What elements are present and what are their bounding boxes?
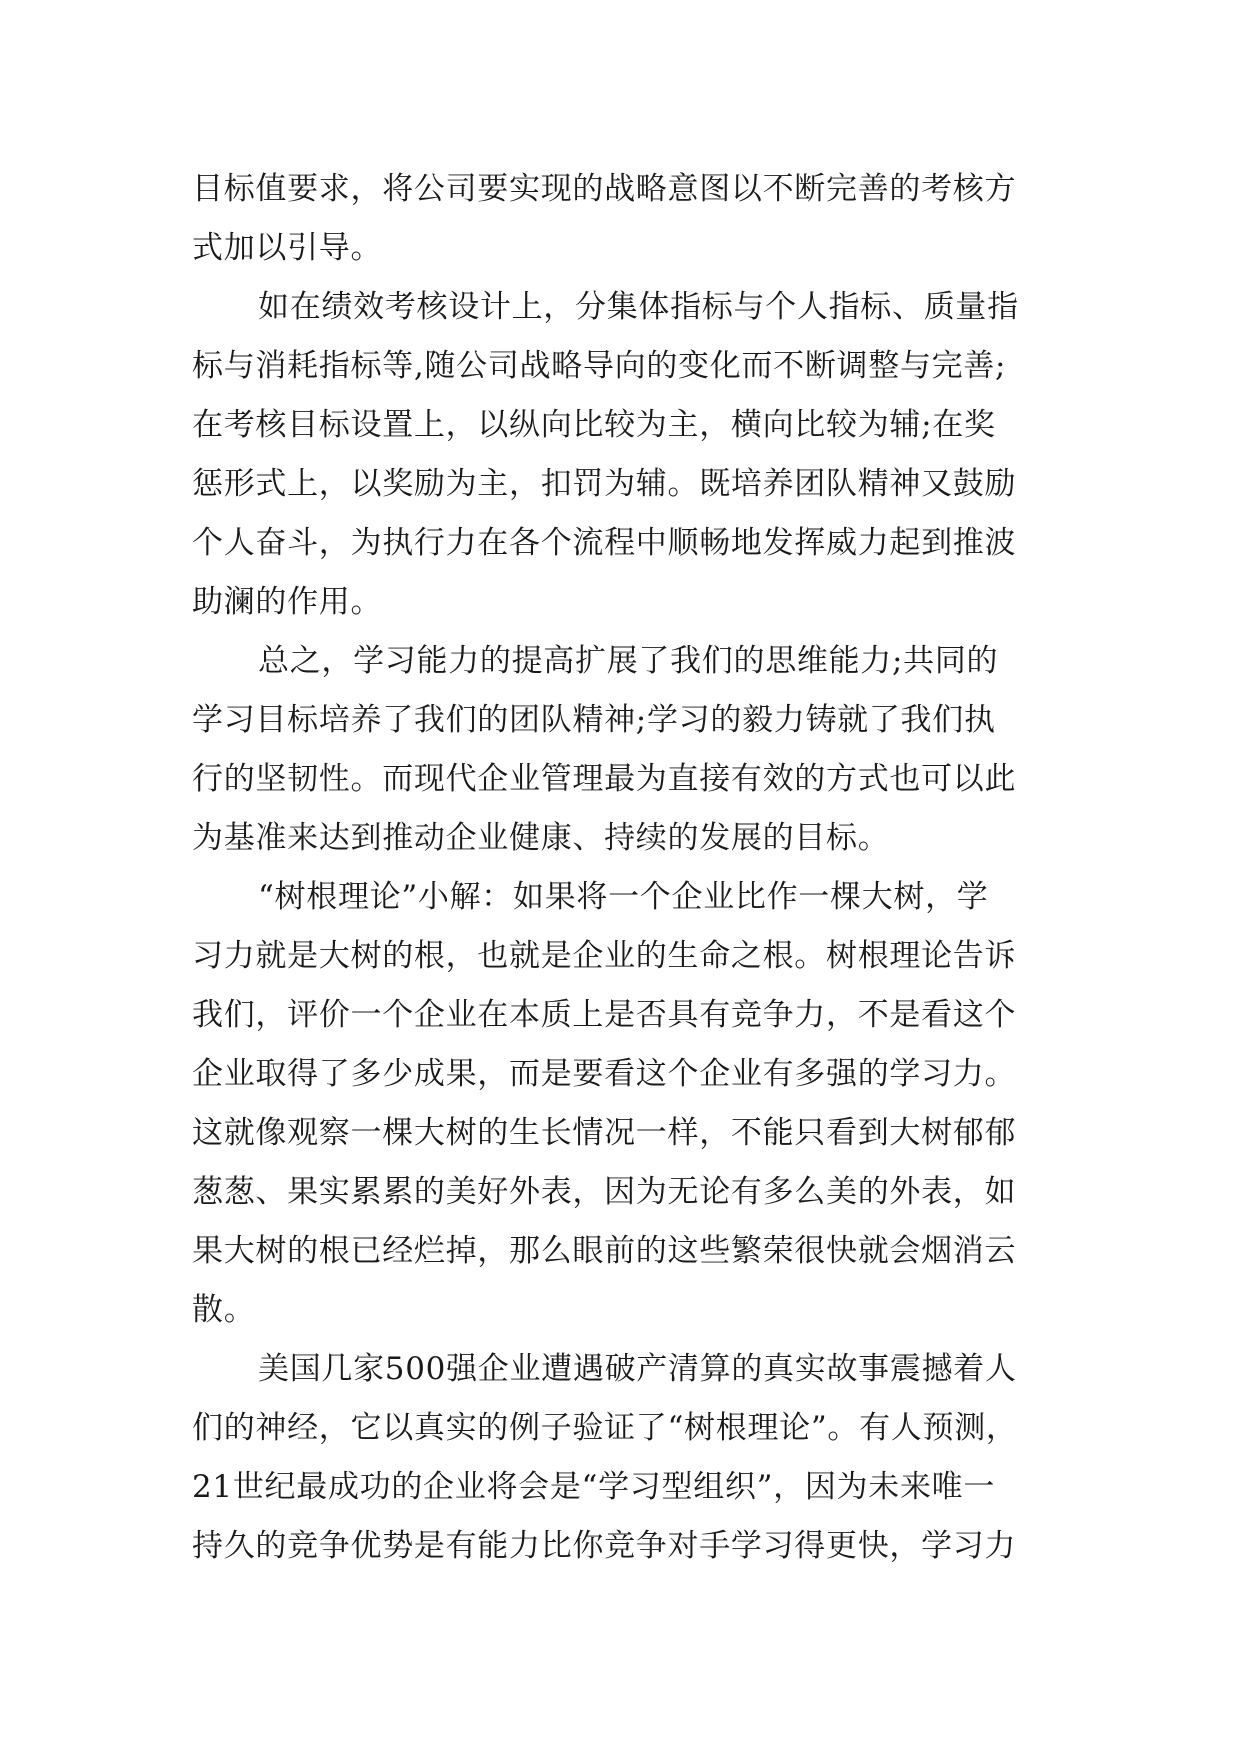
text-line: 企业取得了多少成果，而是要看这个企业有多强的学习力。 xyxy=(192,1056,1017,1092)
paragraph-4 xyxy=(192,868,1072,1340)
text-line: 这就像观察一棵大树的生长情况一样，不能只看到大树郁郁 xyxy=(192,1115,1017,1151)
text-line: 如在绩效考核设计上，分集体指标与个人指标、质量指 xyxy=(258,289,1019,325)
text-line: 助澜的作用。 xyxy=(192,584,383,620)
text-line: 美国几家500强企业遭遇破产清算的真实故事震撼着人 xyxy=(258,1351,1017,1387)
text-line: “树根理论”小解：如果将一个企业比作一棵大树，学 xyxy=(258,879,989,915)
text-line: 葱葱、果实累累的美好外表，因为无论有多么美的外表，如 xyxy=(192,1174,1017,1210)
text-line: 学习目标培养了我们的团队精神;学习的毅力铸就了我们执 xyxy=(192,702,996,738)
text-line: 总之，学习能力的提高扩展了我们的思维能力;共同的 xyxy=(258,643,999,679)
paragraph-2 xyxy=(192,278,1072,632)
text-line: 标与消耗指标等,随公司战略导向的变化而不断调整与完善; xyxy=(192,348,1007,384)
text-line: 个人奋斗，为执行力在各个流程中顺畅地发挥威力起到推波 xyxy=(192,525,1017,561)
text-line: 行的坚韧性。而现代企业管理最为直接有效的方式也可以此 xyxy=(192,761,1017,797)
text-line: 21世纪最成功的企业将会是“学习型组织”，因为未来唯一 xyxy=(192,1469,996,1505)
paragraph-3 xyxy=(192,632,1072,868)
text-line: 目标值要求，将公司要实现的战略意图以不断完善的考核方 xyxy=(192,171,1017,207)
text-line: 在考核目标设置上，以纵向比较为主，横向比较为辅;在奖 xyxy=(192,407,996,443)
text-line: 们的神经，它以真实的例子验证了“树根理论”。有人预测， xyxy=(192,1410,1018,1446)
text-line: 果大树的根已经烂掉，那么眼前的这些繁荣很快就会烟消云 xyxy=(192,1233,1017,1269)
text-line: 习力就是大树的根，也就是企业的生命之根。树根理论告诉 xyxy=(192,938,1017,974)
text-line: 持久的竞争优势是有能力比你竞争对手学习得更快，学习力 xyxy=(192,1528,1017,1564)
text-line: 散。 xyxy=(192,1292,256,1328)
body-text xyxy=(192,160,1072,1576)
text-line: 为基准来达到推动企业健康、持续的发展的目标。 xyxy=(192,820,890,856)
text-line: 式加以引导。 xyxy=(192,230,383,266)
paragraph-1 xyxy=(192,160,1072,278)
text-line: 惩形式上，以奖励为主，扣罚为辅。既培养团队精神又鼓励 xyxy=(192,466,1017,502)
paragraph-5 xyxy=(192,1340,1072,1576)
text-line: 我们，评价一个企业在本质上是否具有竞争力，不是看这个 xyxy=(192,997,1017,1033)
